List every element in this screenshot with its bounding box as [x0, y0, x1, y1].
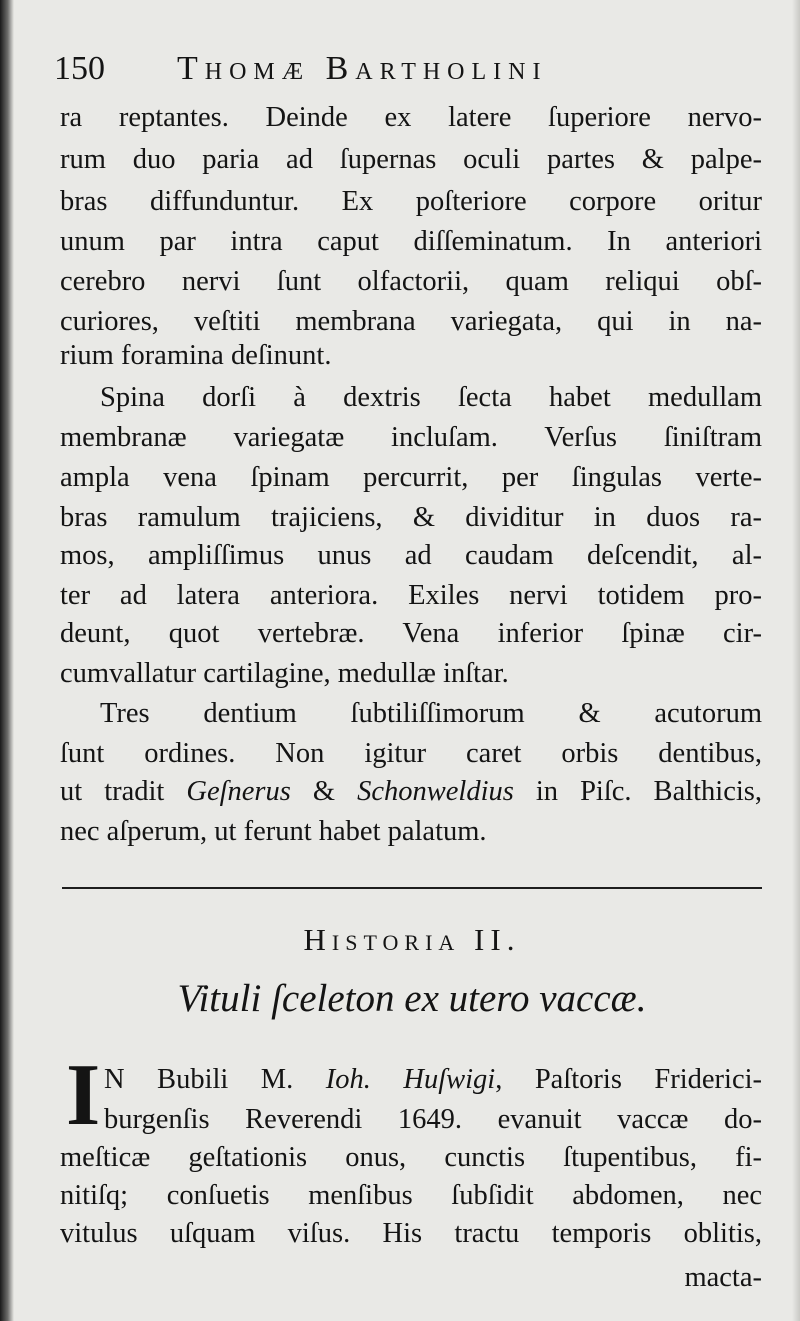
- text-span: N Bubili M.: [104, 1064, 294, 1095]
- catchword: macta-: [684, 1262, 762, 1293]
- text-line: unum par intra caput diſſeminatum. In anteriori: [60, 226, 762, 257]
- text-line: Spina dorſi à dextris ſecta habet medullam: [100, 382, 762, 413]
- page-number: 150: [54, 50, 105, 87]
- text-line: [104, 1060, 762, 1100]
- text-span: &: [312, 776, 336, 807]
- text-line: ſunt ordines. Non igitur caret orbis dentibus,: [60, 738, 762, 769]
- drop-cap: I: [66, 1047, 101, 1144]
- text-span: ut tradit: [60, 776, 165, 807]
- text-line: bras ramulum trajiciens, & dividitur in duos ra-: [60, 502, 762, 533]
- text-line: ter ad latera anteriora. Exiles nervi totidem pro-: [60, 580, 762, 611]
- section-heading: Historia II.: [303, 922, 521, 957]
- text-line: vitulus uſquam viſus. His tractu temporis oblitis,: [60, 1218, 762, 1249]
- text-line: membranæ variegatæ incluſam. Verſus ſiniſtram: [60, 422, 762, 453]
- text-span: in Piſc. Balthicis,: [535, 776, 763, 807]
- text-line: Tres dentium ſubtiliſſimorum & acutorum: [100, 698, 762, 729]
- text-line: burgenſis Reverendi 1649. evanuit vaccæ do-: [104, 1104, 762, 1135]
- text-line: nitiſq; conſuetis menſibus ſubſidit abdomen, nec: [60, 1180, 762, 1211]
- text-line: cerebro nervi ſunt olfactorii, quam reliqui obſ-: [60, 266, 762, 297]
- text-line: curiores, veſtiti membrana variegata, qui in na-: [60, 306, 762, 337]
- text-line: meſticæ geſtationis onus, cunctis ſtupentibus, fi-: [60, 1142, 762, 1173]
- author-name: Geſnerus: [186, 776, 291, 807]
- section-divider: [62, 887, 762, 889]
- text-line: bras diffunduntur. Ex poſteriore corpore oritur: [60, 186, 762, 217]
- text-line: mos, ampliſſimus unus ad caudam deſcendit, al-: [60, 540, 762, 571]
- author-name: Schonweldius: [357, 776, 514, 807]
- page-gutter-shadow: [0, 0, 14, 1321]
- section-subtitle: Vituli ſceleton ex utero vaccæ.: [177, 977, 647, 1020]
- text-line: [60, 772, 762, 812]
- text-line: rum duo paria ad ſupernas oculi partes & palpe-: [60, 144, 762, 175]
- text-span: , Paſtoris Friderici-: [495, 1064, 763, 1095]
- running-title: Thomæ Bartholini: [177, 50, 548, 87]
- text-line: nec aſperum, ut ferunt habet palatum.: [60, 816, 487, 847]
- running-header: [54, 44, 754, 94]
- text-line: deunt, quot vertebræ. Vena inferior ſpinæ cir-: [60, 618, 762, 649]
- page-edge: [792, 0, 800, 1321]
- text-line: rium foramina deſinunt.: [60, 340, 332, 371]
- text-line: ampla vena ſpinam percurrit, per ſingulas verte-: [60, 462, 762, 493]
- person-name: Ioh. Huſwigi: [325, 1064, 496, 1095]
- text-line: ra reptantes. Deinde ex latere ſuperiore nervo-: [60, 102, 762, 133]
- text-line: cumvallatur cartilagine, medullæ inſtar.: [60, 658, 509, 689]
